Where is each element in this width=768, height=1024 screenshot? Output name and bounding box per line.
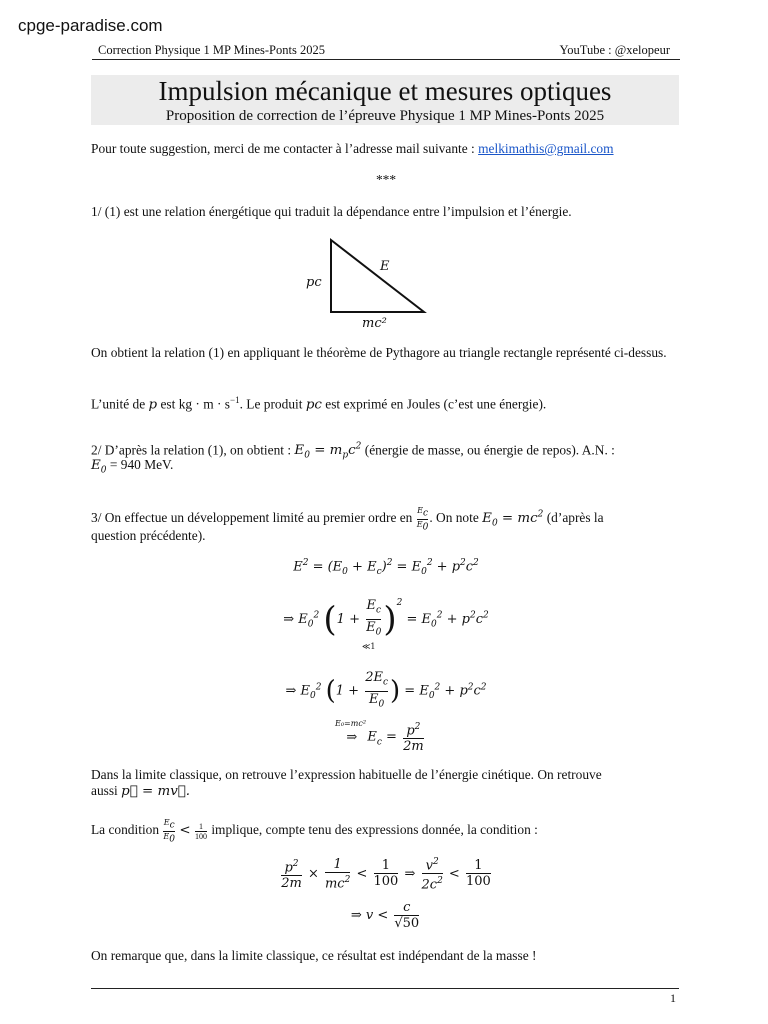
equation-2: ⇒ $E_0^2$ (1 + $\frac{E_c}{E_0}$ )$^2 = E_0^2 + p^2c^2$	[283, 598, 489, 640]
classic-limit-line2	[91, 783, 681, 800]
header-right: YouTube : @xelopeur	[559, 43, 670, 57]
momentum-formula: p⃗ = mv⃗.	[121, 784, 191, 799]
equation-4: ⇒ $E_c$ = $\frac{p^2}{2m}$	[346, 722, 424, 755]
contact-line	[91, 141, 681, 157]
eq2-under-note: ≪1	[362, 642, 376, 651]
contact-text: Pour toute suggestion, merci de me contacter à l’adresse mail suivante :	[91, 141, 475, 156]
site-watermark: cpge-paradise.com	[18, 16, 163, 35]
cond-ratio: $\frac{E_c}{E_0}$	[163, 818, 175, 845]
q1-unit	[91, 392, 681, 413]
equation-6: ⇒ v < $\frac{c}{√50}$	[350, 900, 420, 931]
unit-text-2: . Le produit	[239, 396, 303, 412]
unit-exponent: −1	[230, 395, 240, 405]
q3-middle: . On note	[429, 510, 479, 526]
triangle-label-mc2: mc²	[362, 316, 387, 331]
unit-text: est kg · m · s	[160, 396, 231, 412]
equation-1: $E^2 = (E_0 + E_c)^2 = E_0^2 + p^2c^2$	[293, 558, 479, 577]
q3-ratio: $\frac{E_c}{E_0}$	[416, 506, 429, 533]
q3-e0-def: $E_0 = mc^2$	[482, 509, 544, 529]
cond-suffix: implique, compte tenu des expressions donnée, la condition :	[211, 822, 538, 838]
unit-prefix: L’unité de	[91, 396, 146, 412]
triangle-label-e: E	[380, 259, 390, 274]
eq4-fraction: $\frac{p^2}{2m}$	[403, 722, 424, 755]
eq2-fraction: $\frac{E_c}{E_0}$	[366, 598, 381, 640]
q2-value: = 940 MeV.	[109, 457, 174, 472]
q1-pythagore: On obtient la relation (1) en appliquant le théorème de Pythagore au triangle rectangle représenté ci-dessus.	[91, 345, 667, 360]
unit-var-pc: pc	[305, 397, 322, 413]
aussi-text: aussi	[91, 783, 118, 798]
classic-limit-line1: Dans la limite classique, on retrouve l’expression habituelle de l’énergie cinétique. On retrouve	[91, 767, 602, 782]
q2-line2	[91, 457, 681, 479]
q1-intro: 1/ (1) est une relation énergétique qui traduit la dépendance entre l’impulsion et l’énergie.	[91, 204, 572, 219]
q2-formula: $E_0 = m_pc^2$	[294, 442, 362, 462]
page-title: Impulsion mécanique et mesures optiques	[158, 76, 612, 106]
q2-prefix: 2/ D’après la relation (1), on obtient :	[91, 442, 292, 458]
header-rule	[92, 59, 680, 60]
eq3-fraction: $\frac{2E_c}{E_0}$	[365, 670, 388, 712]
equation-5: $\frac{p^2}{2m}$ × $\frac{1}{mc^2}$ < $\frac{1}{100}$ ⇒ $\frac{v^2}{2c^2}$ < $\frac{1}{100}$	[281, 856, 491, 893]
page-number: 1	[670, 991, 676, 1005]
unit-var-p: p	[148, 397, 158, 413]
eq4-arrow-note: E₀=mc²	[335, 719, 367, 728]
cond-hundredth: $\frac{1}{100}$	[194, 821, 207, 841]
conclusion: On remarque que, dans la limite classique, ce résultat est indépendant de la masse !	[91, 948, 537, 963]
triangle-label-pc: pc	[306, 275, 322, 290]
contact-email-link[interactable]: melkimathis@gmail.com	[478, 141, 614, 156]
page-subtitle: Proposition de correction de l’épreuve Physique 1 MP Mines-Ponts 2025	[165, 108, 605, 124]
equation-3: ⇒ $E_0^2$ (1 + $\frac{2E_c}{E_0}$ ) = $E_0^2 + p^2c^2$	[91, 670, 681, 712]
q2-suffix: (énergie de masse, ou énergie de repos). A.N. :	[364, 442, 615, 458]
q3-suffix: (d’après la	[546, 510, 604, 526]
triangle-shape	[331, 240, 424, 312]
header-left: Correction Physique 1 MP Mines-Ponts 2025	[98, 43, 325, 57]
condition-line: La condition $\frac{E_c}{E_0}$ < $\frac{1}{100}$ implique, compte tenu des expressions donnée, la condition :	[91, 818, 538, 845]
unit-suffix: est exprimé en Joules (c’est une énergie).	[325, 396, 547, 412]
cond-prefix: La condition	[91, 822, 160, 838]
q3-prefix: 3/ On effectue un développement limité au premier ordre en	[91, 510, 413, 526]
footer-rule	[91, 988, 679, 989]
title-block	[91, 75, 679, 125]
q2-e0: $E_0$	[91, 458, 107, 476]
separator: ***	[375, 172, 397, 187]
q3-line2: question précédente).	[91, 528, 206, 543]
